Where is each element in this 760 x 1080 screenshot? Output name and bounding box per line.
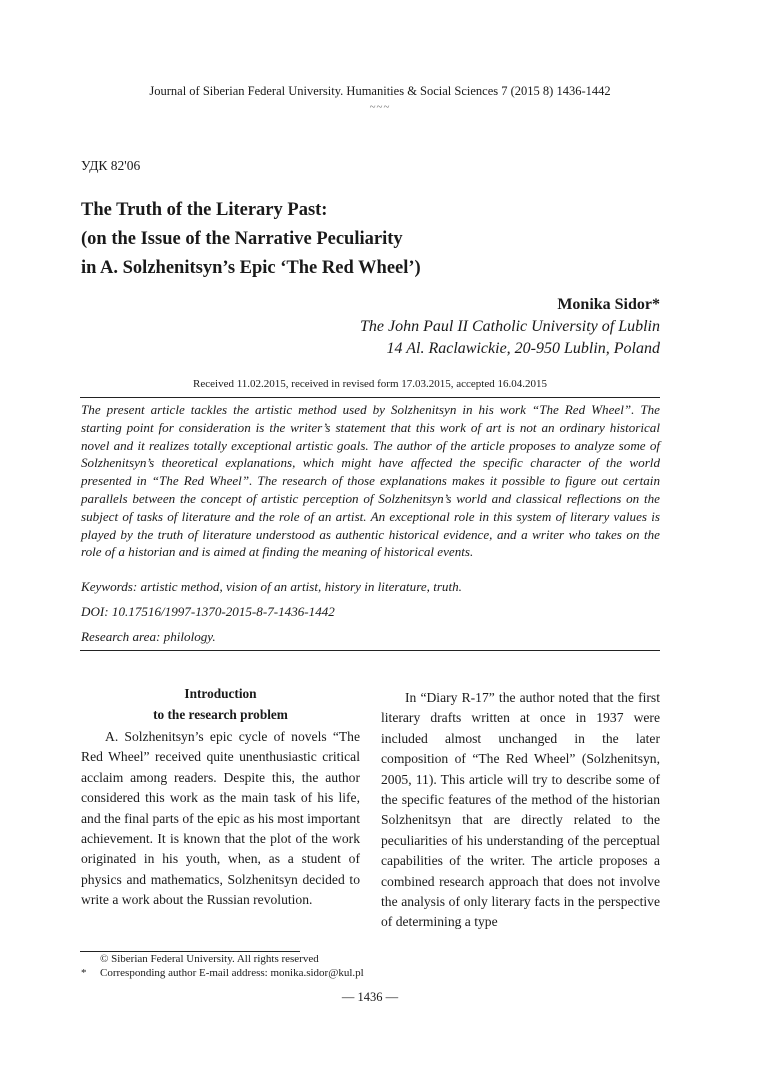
body-paragraph: A. Solzhenitsyn’s epic cycle of novels “The Red Wheel” received quite unenthusiastic critical acclaim among readers. Despite this, the author considered this work as the main task of his life, and the final parts of the epic as his most important achievement. It is known that the plot of the work originated in his youth, when, as a student of physics and mathematics, Solzhenitsyn decided to write a work about the Russian revolution.: [81, 729, 360, 908]
udk-code: УДК 82'06: [81, 158, 141, 173]
footnote-divider: [80, 951, 300, 952]
author-affiliation: [360, 316, 660, 359]
received-dates: Received 11.02.2015, received in revised form 17.03.2015, accepted 16.04.2015: [193, 378, 547, 390]
footnote-text: © Siberian Federal University. All rights reserved: [100, 953, 319, 965]
footnote-copyright: [81, 953, 319, 965]
page-number: — 1436 —: [341, 990, 399, 1004]
title-line: (on the Issue of the Narrative Peculiarity: [81, 229, 403, 249]
author-name: Monika Sidor*: [557, 296, 660, 313]
section-heading-line: to the research problem: [153, 706, 288, 722]
affiliation-line: 14 Al. Raclawickie, 20-950 Lublin, Poland: [386, 339, 660, 357]
affiliation-line: The John Paul II Catholic University of Lublin: [360, 318, 660, 335]
title-line: The Truth of the Literary Past:: [81, 200, 328, 220]
body-column-left: [81, 684, 360, 911]
footnote-marker: *: [81, 967, 87, 979]
footnote-corresponding: [81, 967, 364, 979]
header-ornament: ~~~: [369, 101, 391, 113]
abstract: The present article tackles the artistic method used by Solzhenitsyn in his work “The Red Wheel”. The starting point for consideration is the writer’s statement that this work of art is not an ordinary historical novel and it realizes totally exceptional artistic goals. The author of the article proposes to analyze some of Solzhenitsyn’s theoretical explanations, which might have affected the specific character of the world presented in “The Red Wheel”. The research of those explanations makes it possible to figure out certain parallels between the concept of artistic perception of Solzhenitsyn’s world and classical reflections on the subject of tasks of literature and the role of an artist. An exceptional role in this system of literary values is played by the truth of literature understood as authentic historical evidence, and a writer who takes on the role of a historian and is aimed at finding the meaning of historical events.: [81, 402, 660, 560]
body-column-right: [381, 688, 660, 933]
keywords: Keywords: artistic method, vision of an artist, history in literature, truth.: [81, 579, 462, 594]
title-line: in A. Solzhenitsyn’s Epic ‘The Red Wheel’): [81, 258, 421, 278]
abstract-bottom-divider: [80, 650, 660, 651]
research-area: Research area: philology.: [81, 629, 216, 644]
footnote-text: Corresponding author E-mail address: monika.sidor@kul.pl: [100, 967, 364, 979]
abstract-top-divider: [80, 397, 660, 398]
section-heading-line: Introduction: [184, 686, 257, 701]
body-paragraph: In “Diary R-17” the author noted that the first literary drafts written at once in 1937 were included almost unchanged in the later composition of “The Red Wheel” (Solzhenitsyn, 2005, 11). This article will try to describe some of the specific features of the method of the historian Solzhenitsyn that are directly related to the peculiarities of his understanding of the perceptual capabilities of the writer. The article proposes a combined research approach that does not involve the analysis of only literary facts in the perspective of determining a type: [381, 690, 660, 930]
article-title: [81, 196, 681, 283]
doi: DOI: 10.17516/1997-1370-2015-8-7-1436-1442: [81, 604, 335, 619]
journal-header: Journal of Siberian Federal University. Humanities & Social Sciences 7 (2015 8) 1436-1442: [149, 84, 611, 98]
section-heading: [81, 684, 360, 725]
